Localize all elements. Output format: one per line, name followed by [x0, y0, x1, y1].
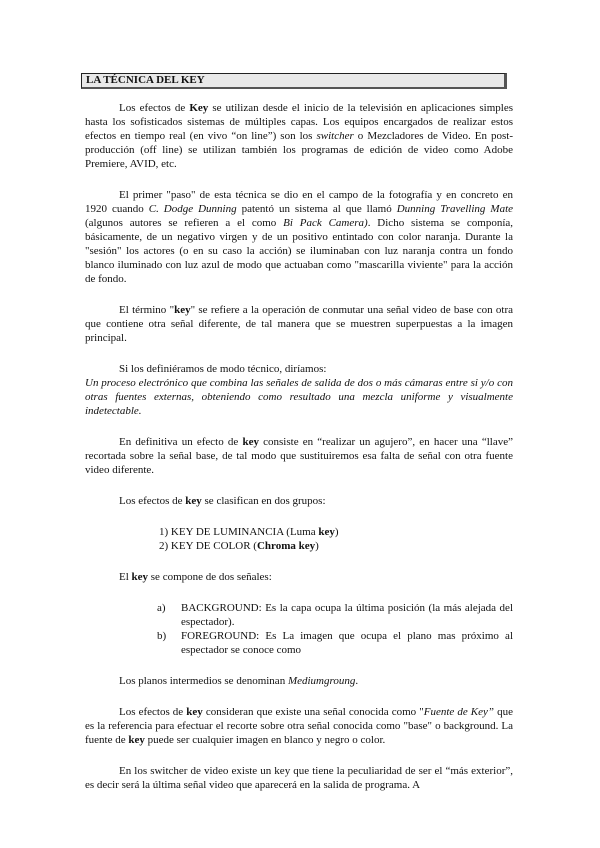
bold-term: key: [186, 706, 203, 718]
text-run: puede ser cualquier imagen en blanco y negro o color.: [144, 734, 386, 746]
text-run: se clasifican en dos grupos:: [201, 495, 326, 507]
list-item: [85, 601, 513, 629]
bold-term: key: [318, 526, 335, 538]
text-run: (algunos autores se refieren a el como: [85, 217, 284, 229]
paragraph-intro: [85, 101, 513, 171]
italic-term: Bi Pack Camera): [283, 217, 368, 229]
text-run: 1) KEY DE LUMINANCIA (Luma: [159, 526, 319, 538]
bold-term: key: [242, 436, 259, 448]
text-run: Los planos intermedios se denominan: [119, 675, 288, 687]
paragraph-classification: [85, 494, 513, 508]
section-title: LA TÉCNICA DEL KEY: [86, 74, 205, 86]
text-run: El término ": [119, 304, 175, 316]
text-run: En definitiva un efecto de: [119, 436, 243, 448]
italic-term: Mediumgroung: [287, 675, 356, 687]
italic-term: C. Dodge Dunning: [148, 203, 237, 215]
list-item: [85, 629, 513, 657]
text-run: " se refiere a la operación de conmutar una señal video de base con otra que contiene otra señal diferente, de tal manera que se muestren superpuestas a la imagen principal.: [85, 304, 513, 344]
text-run: El: [119, 571, 132, 583]
paragraph-history: [85, 188, 513, 286]
text-run: ): [315, 540, 319, 552]
bold-term: Chroma key: [256, 540, 316, 552]
italic-term: Fuente de Key”: [423, 706, 495, 718]
text-run: que es la referencia para efectuar el recorte sobre otra señal conocida como "base" o background. La fuente de: [85, 706, 513, 746]
text-run: 2) KEY DE COLOR (: [159, 540, 257, 552]
signals-list: [85, 601, 513, 657]
list-marker: b): [157, 630, 167, 642]
list-item: [159, 539, 513, 553]
paragraph-key-source: [85, 705, 513, 747]
list-item-text: BACKGROUND: Es la capa ocupa la última posición (la más alejada del espectador).: [181, 602, 513, 628]
text-run: . Dicho sistema se componía, básicamente, de un negativo virgen y de un positivo entintado con color naranja. Durante la "sesión" los actores (o en su caso la acción) se iluminaban con luz naranja contra un fondo blanco iluminado con luz azul de modo que actuaban como "mascarilla viviente" para la acción de fondo.: [85, 217, 514, 285]
paragraph-switcher: En los switcher de video existe un key que tiene la peculiaridad de ser el “más exterior”, es decir será la última señal video que aparecerá en la salida de programa. A: [85, 765, 513, 791]
paragraph-signals: [85, 570, 513, 584]
paragraph-definition: [85, 303, 513, 345]
list-item-text: FOREGROUND: Es La imagen que ocupa el plano mas próximo al espectador se conoce como: [181, 630, 513, 656]
text-run: .: [355, 675, 359, 687]
text-run: patentó un sistema al que llamó: [236, 203, 397, 215]
bold-term: key: [174, 304, 191, 316]
text-run: se compone de dos señales:: [148, 571, 272, 583]
bold-term: key: [185, 495, 202, 507]
paragraph-key-effect: [85, 435, 513, 477]
text-run: se utilizan desde el inicio de la televisión en aplicaciones simples hasta los sofisticados sistemas de múltiples capas. Los equipos encargados de realizar estos efectos en tiempo real (en vivo “on line”) son los: [85, 102, 513, 142]
paragraph-technical-intro: Si los definiéramos de modo técnico, diríamos:: [119, 363, 327, 375]
text-run: Los efectos de: [119, 706, 187, 718]
italic-term: switcher: [316, 130, 354, 142]
bold-term: key: [131, 571, 149, 583]
text-run: ): [334, 526, 339, 538]
list-item: [159, 525, 513, 539]
bold-term: Key: [189, 102, 209, 114]
list-marker: a): [157, 602, 166, 614]
paragraph-intermediate-planes: [85, 674, 513, 688]
text-run: Los efectos de: [119, 102, 190, 114]
text-run: o Mezcladores de Video. En post-producción (off line) se utilizan también los programas de edición de video como Adobe Premiere, AVID, etc.: [85, 130, 513, 170]
text-run: consideran que existe una señal conocida como ": [202, 706, 424, 718]
section-title-box: [81, 73, 507, 89]
key-groups-list: [85, 525, 513, 553]
technical-definition-quote: Un proceso electrónico que combina las señales de salida de dos o más cámaras entre si y/o con otras fuentes externas, obteniendo como resultado una mezcla uniforme y visualmente indetectable.: [85, 377, 513, 417]
text-run: El primer "paso" de esta técnica se dio en el campo de la fotografía y en concreto en 1920 cuando: [85, 189, 513, 215]
text-run: consiste en “realizar un agujero”, en hacer una “llave” recortada sobre la señal base, de tal modo que sustituiremos esa falta de señal con otra fuente video diferente.: [85, 436, 513, 476]
bold-term: key: [128, 734, 145, 746]
document-body: [85, 101, 513, 809]
text-run: Los efectos de: [119, 495, 186, 507]
italic-term: Dunning Travelling Mate: [396, 203, 514, 215]
